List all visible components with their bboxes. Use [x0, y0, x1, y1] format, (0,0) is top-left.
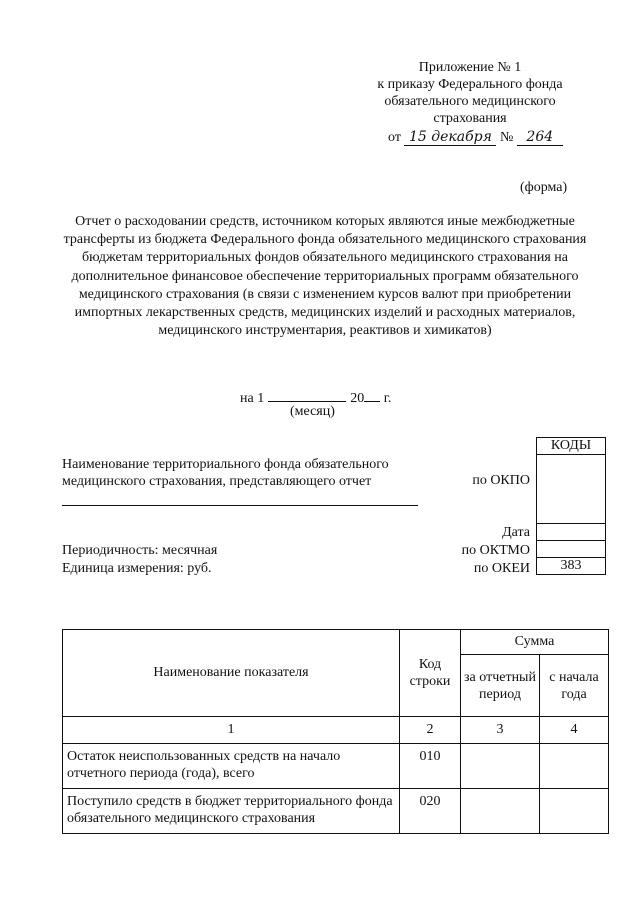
col-number-2: 2 — [400, 717, 461, 744]
header-name: Наименование показателя — [63, 630, 400, 717]
row-period-value[interactable] — [461, 744, 540, 789]
periodicity: Периодичность: месячная — [62, 543, 218, 558]
col-number-1: 1 — [63, 717, 400, 744]
month-caption: (месяц) — [290, 404, 335, 419]
year-prefix: 20 — [350, 391, 365, 406]
order-date-handwritten: 15 декабря — [404, 130, 496, 146]
appendix-line-3: обязательного медицинского — [384, 94, 556, 109]
col-number-4: 4 — [540, 717, 609, 744]
order-number-handwritten: 264 — [517, 130, 563, 146]
order-date-number — [388, 130, 588, 146]
col-number-3: 3 — [461, 717, 540, 744]
codes-header: КОДЫ — [537, 438, 606, 455]
okpo-label: по ОКПО — [472, 473, 530, 488]
order-number-label: № — [499, 130, 514, 145]
appendix-line-2: к приказу Федерального фонда — [377, 77, 563, 92]
row-ytd-value[interactable] — [540, 789, 609, 834]
row-period-value[interactable] — [461, 789, 540, 834]
codes-table — [536, 437, 606, 575]
year-blank[interactable] — [364, 387, 380, 402]
fund-name-underline[interactable] — [62, 505, 418, 506]
appendix-line-1: Приложение № 1 — [418, 60, 522, 75]
row-ytd-value[interactable] — [540, 744, 609, 789]
year-suffix: г. — [383, 391, 392, 406]
row-name: Остаток неиспользованных средств на начало отчетного периода (года), всего — [63, 744, 400, 789]
header-code: Код строки — [400, 630, 461, 717]
oktmo-cell[interactable] — [537, 541, 606, 558]
period-prefix: на 1 — [240, 391, 265, 406]
table-row — [63, 789, 609, 834]
month-blank[interactable] — [268, 387, 346, 402]
oktmo-label: по ОКТМО — [461, 543, 530, 558]
date-label: Дата — [502, 525, 530, 540]
report-table — [62, 629, 609, 834]
row-code: 020 — [400, 789, 461, 834]
header-ytd: с начала года — [540, 655, 609, 717]
header-sum: Сумма — [461, 630, 609, 655]
okei-cell: 383 — [537, 558, 606, 575]
row-code: 010 — [400, 744, 461, 789]
row-name: Поступило средств в бюджет территориального фонда обязательного медицинского страхования — [63, 789, 400, 834]
table-row — [63, 744, 609, 789]
appendix-line-4: страхования — [433, 111, 507, 126]
header-period: за отчетный период — [461, 655, 540, 717]
order-from-label: от — [388, 130, 401, 145]
okei-label: по ОКЕИ — [473, 561, 530, 576]
date-cell[interactable] — [537, 524, 606, 541]
unit-of-measure: Единица измерения: руб. — [62, 561, 212, 576]
form-label: (форма) — [520, 180, 568, 195]
report-title: Отчет о расходовании средств, источником которых являются иные межбюджетные трансферты из бюджета Федерального фонда обязательного медицинского страхования бюджетам территориальных фондов обязательного медицинского страхования на дополнительное финансовое обеспечение территориальных программ обязательного медицинского страхования (в связи с изменением курсов валют при приобретении импортных лекарственных средств, медицинских изделий и расходных материалов, медицинского инструментария, реактивов и химикатов) — [63, 214, 587, 339]
appendix-block — [340, 59, 600, 127]
fund-name-label: Наименование территориального фонда обязательного медицинского страхования, представляющего отчет — [62, 457, 389, 489]
okpo-cell[interactable] — [537, 455, 606, 524]
